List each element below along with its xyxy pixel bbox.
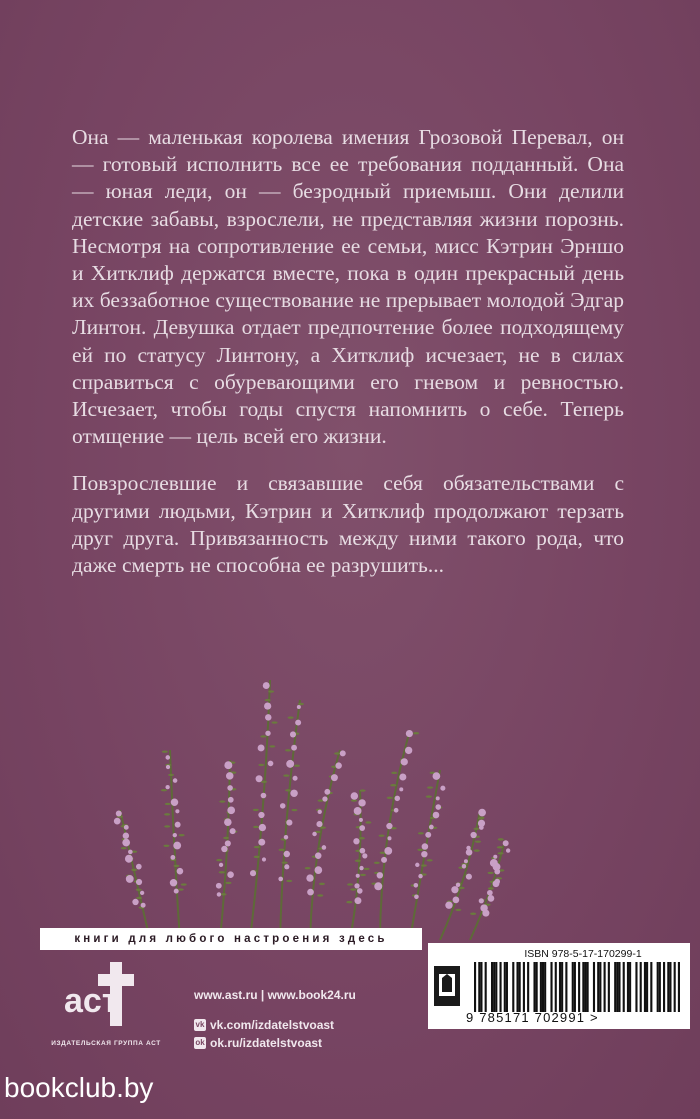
blurb-paragraph-2: Повзрослевшие и связавшие себя обязательствами с другими людьми, Кэтрин и Хитклиф продолжают терзать друг друга. Привязанность между ними такого рода, что даже смерть не способна ее разрушить... [72,471,624,578]
lamp-icon [432,964,462,1008]
heather-illustration [110,640,530,940]
ast-logo [58,956,154,1032]
vk-icon: vk [195,1020,205,1029]
vk-link[interactable] [194,1018,334,1032]
blurb [72,124,624,599]
ok-link-text: ok.ru/izdatelstvoast [210,1036,323,1050]
isbn-text: ISBN 978-5-17-170299-1 [524,948,642,960]
ok-icon: ok [195,1038,205,1047]
barcode [474,962,680,1012]
publisher-label: ИЗДАТЕЛЬСКАЯ ГРУППА АСТ [51,1040,161,1047]
barcode-digits: 9 785171 702991 > [466,1010,599,1025]
footer-brand: bookclub.by [4,1072,154,1103]
ok-link[interactable] [194,1036,322,1050]
slogan-band: книги для любого настроения здесь [40,928,422,950]
vk-link-text: vk.com/izdatelstvoast [210,1018,335,1032]
web-links[interactable]: www.ast.ru | www.book24.ru [194,988,356,1002]
logo-text: аст [64,982,119,1020]
blurb-paragraph-1: Она — маленькая королева имения Грозовой Перевал, он — готовый исполнить все ее требования подданный. Она — юная леди, он — безродный приемыш. Они делили детские забавы, взрослели, не представляя жизни порознь. Несмотря на сопротивление ее семьи, мисс Кэтрин Эрншо и Хитклиф держатся вместе, пока в один прекрасный день их беззаботное существование не прерывает молодой Эдгар Линтон. Девушка отдает предпочтение более подходящему ей по статусу Линтону, а Хитклиф исчезает, не в силах справиться с обуревающими его гневом и ревностью. Исчезает, чтобы годы спустя напомнить о себе. Теперь отмщение — цель всей его жизни. [72,125,624,449]
